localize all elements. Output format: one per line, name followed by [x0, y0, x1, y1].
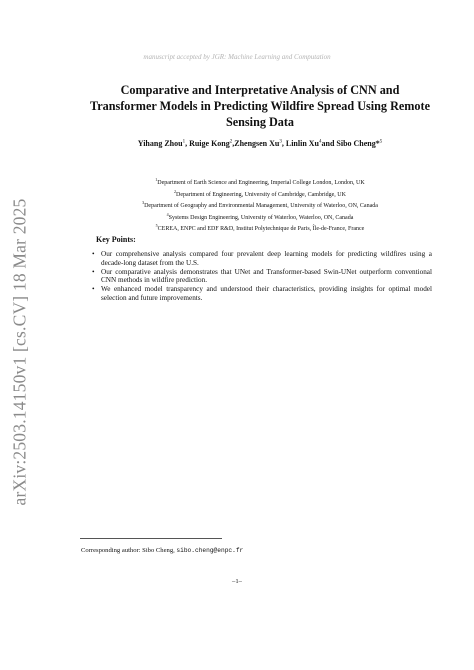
bullet-icon: • [92, 285, 95, 294]
author-4-sep: and [321, 139, 337, 148]
bullet-icon: • [92, 250, 95, 258]
author-4-sup: 4 [319, 139, 322, 145]
affiliation-list [60, 176, 460, 234]
footnote-label: Corresponding author: Sibo Cheng, [81, 547, 177, 554]
author-1-name: Yihang Zhou [137, 139, 183, 148]
affiliation-2-text: Department of Engineering, University of Cambridge, Cambridge, UK [176, 191, 346, 198]
author-5-name: Sibo Cheng* [336, 139, 380, 148]
author-5-sup: 5 [379, 139, 383, 145]
page-number: –1– [232, 578, 242, 585]
affiliation-1-text: Department of Earth Science and Engineering, Imperial College London, London, UK [157, 180, 365, 186]
affiliation-1-sup: 1 [155, 177, 158, 182]
key-points-heading: Key Points: [96, 235, 136, 244]
key-point-item [92, 285, 432, 303]
affiliation-4-text: Systems Design Engineering, University of Waterloo, Waterloo, ON, Canada [168, 214, 354, 221]
affiliation-item [60, 199, 460, 211]
footnote-divider [80, 538, 222, 539]
author-2-sup: 2 [229, 139, 233, 145]
author-2-sep: , [232, 139, 235, 148]
affiliation-5-sup: 5 [155, 223, 158, 229]
key-point-2-text: Our comparative analysis demonstrates that UNet and Transformer-based Swin-UNet outperform conventional CNN methods in wildfire prediction. [101, 267, 432, 285]
author-3-sep: , [281, 139, 286, 148]
bullet-icon: • [92, 267, 95, 276]
corresponding-author-footnote [81, 547, 243, 554]
affiliation-2-sup: 2 [174, 188, 177, 194]
affiliation-item [60, 222, 460, 234]
affiliation-item [60, 188, 460, 200]
key-point-1-text: Our comprehensive analysis compared four prevalent deep learning models for predicting wildfires using a decade-long dataset from the U.S. [101, 250, 432, 267]
key-point-item [92, 250, 432, 268]
author-1-sep: , [185, 139, 190, 148]
affiliation-item [60, 211, 460, 223]
affiliation-item [60, 176, 460, 188]
author-list [60, 139, 460, 148]
affiliation-3-text: Department of Geography and Environmental Management, University of Waterloo, ON, Canada [144, 203, 378, 210]
affiliation-3-sup: 3 [142, 200, 145, 206]
key-point-3-text: We enhanced model transparency and understood their characteristics, providing insights for optimal model selection and future improvements. [101, 285, 432, 302]
affiliation-4-sup: 4 [166, 211, 169, 217]
author-1-sup: 1 [182, 139, 186, 145]
key-points-list [92, 250, 432, 303]
paper-title: Comparative and Interpretative Analysis of CNN and Transformer Models in Predicting Wildfire Spread Using Remote Sensing Data [90, 83, 430, 129]
author-4-name: Linlin Xu [285, 139, 319, 148]
affiliation-5-text: CEREA, ENPC and EDF R&D, Institut Polytechnique de Paris, Île-de-France, France [157, 226, 365, 233]
arxiv-identifier-stamp [0, 0, 40, 670]
author-3-sup: 3 [279, 139, 282, 145]
corresponding-author-email: sibo.cheng@enpc.fr [176, 547, 244, 554]
key-point-item [92, 268, 432, 286]
author-3-name: Zhengsen Xu [234, 139, 280, 148]
arxiv-identifier-text: arXiv:2503.14150v1 [cs.CV] 18 Mar 2025 [9, 198, 30, 506]
author-2-name: Ruige Kong [189, 139, 230, 148]
manuscript-watermark: manuscript accepted by JGR: Machine Learning and Computation [143, 53, 331, 61]
